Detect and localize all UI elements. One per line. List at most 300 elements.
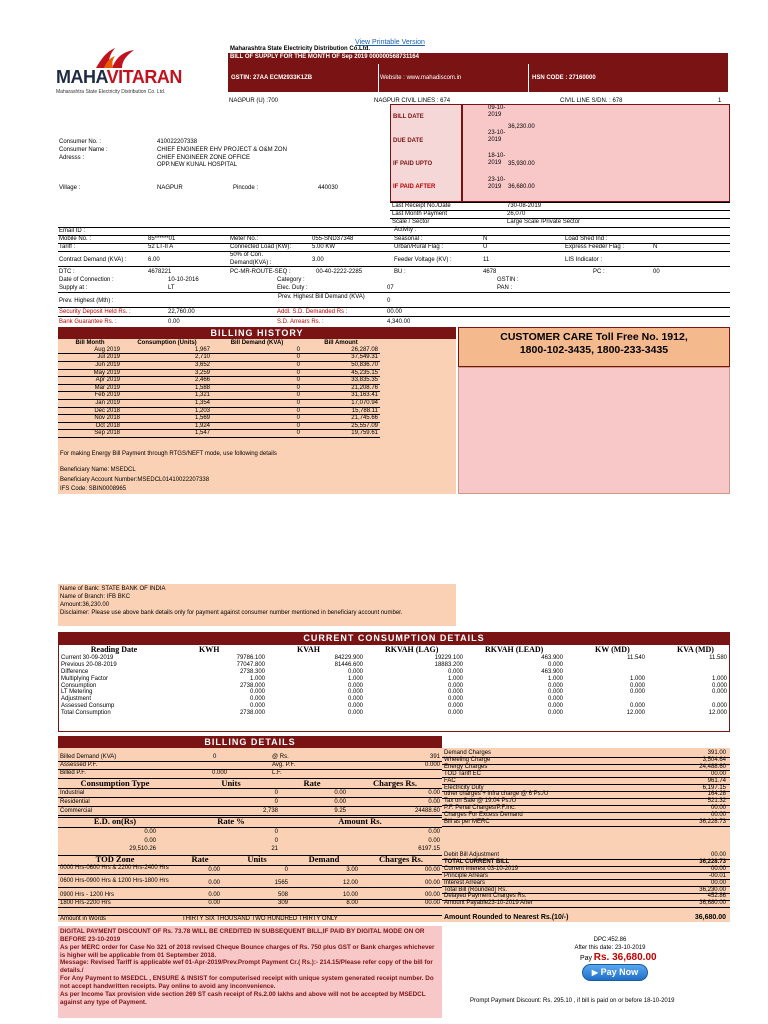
consumption-row: [59, 669, 729, 676]
billing-history-row: [58, 422, 380, 430]
tod-zone: 1800 Hrs-2200 Hrs: [60, 900, 111, 906]
seasonal-label: Seasonal :: [394, 236, 423, 242]
charge-label: Charges For Excess Demand: [444, 812, 523, 819]
billed-demand-amount: 391: [429, 754, 440, 760]
mobile-label: Mobile No. :: [59, 236, 92, 242]
tod-rate: 0.00: [208, 900, 220, 906]
ed-on: 0.00: [144, 837, 156, 844]
bh-units: 1,321: [122, 392, 212, 400]
tod-demand: 10.00: [342, 892, 358, 898]
cc-kw-md: 0.000: [629, 689, 645, 696]
billed-pf-label: Billed P.F.: [60, 770, 86, 776]
ed-header-on: E.D. on(Rs): [93, 816, 137, 826]
tod-header-demand: Demand: [308, 854, 340, 864]
consumption-row: [59, 655, 729, 662]
cc-label: Consumption: [61, 682, 97, 689]
charge-line: [442, 826, 730, 827]
last-payment-label: Last Month Payment: [392, 211, 448, 217]
charge-label: Delayed Payment Charges Rs.: [444, 893, 527, 900]
express-feeder: N: [653, 244, 658, 250]
customer-care: CUSTOMER CARE Toll Free No. 1912, 1800-102-3435, 1800-233-3435: [458, 327, 730, 367]
cc-kvah: 81446.600: [334, 661, 363, 668]
billing-history-row: [58, 347, 380, 354]
charge-value: 391.00: [707, 750, 726, 756]
charge-label: Interest Arrears: [444, 879, 486, 886]
bh-demand: 0: [212, 347, 302, 354]
cc-rkvah-lead: 0.000: [547, 682, 563, 689]
col-bill-demand: Bill Demand (KVA): [230, 340, 284, 347]
bh-amount: 19,759.61: [302, 430, 380, 438]
cc-kvah: 0.000: [347, 703, 363, 710]
cc-rkvah-lag: 0.000: [447, 710, 463, 717]
lf-label: L.F.: [272, 770, 282, 776]
bh-month: Mar 2019: [58, 384, 122, 392]
civil-line-sdn: CIVIL LINE S/DN. : 678: [560, 98, 623, 104]
website[interactable]: Website : www.mahadiscom.in: [380, 75, 462, 81]
paid-after-label: IF PAID AFTER: [393, 184, 436, 190]
bh-units: 1,588: [122, 384, 212, 392]
consumption-row: [59, 696, 729, 703]
cc-rkvah-lag: 18883.200: [434, 661, 463, 668]
bill-amount: 36,230.00: [508, 124, 535, 130]
bh-demand: 0: [212, 377, 302, 385]
charge-label: Principle Arrears: [444, 872, 489, 879]
charge-value: 36,228.73: [699, 819, 726, 825]
cc-rkvah-lead: 463.900: [541, 668, 563, 675]
meter-label: Meter No.:: [230, 236, 259, 242]
ct-units: 2,738: [262, 808, 278, 814]
rtgs-note: For making Energy Bill Payment through RTGS/NEFT mode, use following details: [60, 451, 277, 457]
bh-month: Dec 2018: [58, 407, 122, 415]
billed-demand-unit: @ Rs.: [272, 754, 289, 760]
elec-duty-label: Elec. Duty :: [277, 285, 308, 291]
billing-history-table: [58, 340, 380, 438]
logo: [56, 46, 196, 100]
assessed-pf-label: Assessed P.F.: [60, 762, 98, 768]
cc-kw-md: 1.000: [629, 675, 645, 682]
cc-kvah: 0.000: [347, 668, 363, 675]
billing-history-header: [58, 340, 380, 347]
cc-kva-md: 12.000: [708, 710, 727, 717]
bank-guarantee: 0.00: [168, 319, 180, 325]
charge-value: 36,230.00: [699, 886, 726, 893]
cc-kvah: 84229.900: [334, 654, 363, 661]
cc-kwh: 79786.100: [236, 654, 265, 661]
ct-type: Commercial: [60, 808, 93, 814]
ct-type: Industrial: [60, 790, 85, 796]
ed-on: 0.00: [144, 829, 156, 835]
cc-kw-md: [565, 696, 647, 703]
cc-rkvah-lead: 0.000: [547, 703, 563, 710]
billing-history-row: [58, 430, 380, 438]
bh-amount: 31,163.41: [302, 392, 380, 400]
urban-flag: U: [483, 244, 488, 250]
supply: LT: [168, 285, 175, 291]
urban-flag-label: Urban/Rural Flag :: [394, 244, 444, 250]
charge-value: 164.28: [707, 791, 726, 798]
company-name: Maharashtra State Electricity Distribution Co.Ltd.: [230, 46, 371, 52]
ed-header-amount: Amount Rs.: [338, 816, 382, 826]
doc-label: Date of Connection :: [59, 277, 114, 283]
charge-label: other charges + infra charge @ 6 Ps./U: [444, 791, 549, 798]
charge-label: Amount Payable23-10-2019 After: [444, 900, 533, 907]
scale: Large Scale /Private Sector: [507, 219, 581, 225]
ct-line: [58, 797, 442, 798]
bh-demand: 0: [212, 415, 302, 423]
mobile: 85******01: [148, 236, 176, 242]
cc-kvah: 1.000: [347, 675, 363, 682]
pincode-label: Pincode :: [233, 185, 259, 191]
col-kvah: KVAH: [297, 645, 320, 654]
tod-line: [58, 887, 442, 888]
cc-kvah: 0.000: [347, 682, 363, 689]
consumption-table: [59, 646, 729, 717]
feeder-voltage-label: Feeder Voltage (KV) :: [394, 257, 452, 263]
charge-value: 00.00: [710, 852, 726, 858]
tod-demand: 12.00: [342, 880, 358, 886]
paid-upto-date: 18-10-2019: [488, 153, 506, 166]
prev-high-bd: 0: [387, 298, 391, 304]
pay-label: Pay: [580, 955, 593, 962]
after-date: After this date: 23-10-2019: [574, 945, 646, 951]
ct-rate: 9.25: [334, 808, 346, 814]
bh-demand: 0: [212, 369, 302, 377]
tod-rate: 0.00: [208, 880, 220, 886]
cc-kva-md: 11.580: [709, 654, 727, 661]
cc-kwh: 1.000: [249, 675, 265, 682]
cc-rkvah-lead: 0.000: [547, 689, 563, 696]
supply-label: Supply at :: [59, 285, 88, 291]
tod-units: 309: [277, 900, 288, 906]
ct-header-type: Consumption Type: [80, 778, 150, 788]
charge-value: 00.00: [710, 770, 726, 777]
address-label: Adresss :: [59, 155, 85, 161]
cc-kva-md: 1.000: [711, 675, 727, 682]
rounded-label: Amount Rounded to Nearest Rs.(10/-): [444, 914, 569, 921]
cc-rkvah-lead: 463.900: [541, 654, 563, 661]
col-kwh: KWH: [199, 645, 220, 654]
paid-upto-amount: 35,930.00: [508, 161, 535, 167]
beneficiary-name: Beneficiary Name: MSEDCL: [60, 467, 136, 473]
cc-kva-md: [647, 669, 729, 676]
dtc: 4678221: [148, 269, 172, 275]
dtc-label: DTC :: [59, 269, 75, 275]
charge-value: 36,228.73: [699, 858, 726, 865]
bh-demand: 0: [212, 362, 302, 370]
cc-rkvah-lag: 0.000: [447, 682, 463, 689]
charge-value: 00.00: [710, 805, 726, 812]
tod-demand: 8.00: [346, 900, 358, 906]
tariff-label: Tariff :: [59, 244, 76, 250]
ct-units: 0: [274, 799, 278, 805]
tod-units: 0: [284, 867, 288, 873]
notice-tariff: Message: Revised Tariff is applicable wef 01-Apr-2019/Prev.Prompt Payment Cr.( Rs.):- 214.15/Please refer copy of the bill for details./: [60, 959, 433, 975]
billing-details-title: BILLING DETAILS: [58, 736, 442, 748]
billing-history-title: BILLING HISTORY: [58, 327, 456, 339]
notice-panel: [58, 926, 442, 1018]
contract-demand-label: Contract Demand (KVA) :: [59, 257, 127, 263]
ct-line: [58, 806, 442, 807]
ed-amount: 0.00: [428, 829, 440, 835]
sd-arrears-label: S.D. Arrears Rs. :: [277, 319, 324, 325]
charge-line: [442, 907, 730, 908]
col-bill-month: Bill Month: [75, 340, 105, 347]
address-line1: CHIEF ENGINEER ZONE OFFICE: [157, 155, 251, 161]
bh-month: Jun 2019: [58, 362, 122, 370]
charge-label: Debit Bill Adjustment: [444, 852, 500, 858]
consumption-row: [59, 682, 729, 689]
bh-units: 1,569: [122, 415, 212, 423]
pay-now-label: Pay Now: [600, 967, 639, 977]
village-label: Village :: [59, 185, 81, 191]
tod-header-zone: TOD Zone: [95, 854, 135, 864]
billing-history-row: [58, 354, 380, 362]
billing-history-row: [58, 384, 380, 392]
activity-label: Activity :: [394, 227, 417, 233]
amount-in-words-label: Amount in Words: [60, 916, 106, 922]
notice-receipt: For Any Payment to MSEDCL , ENSURE & INSIST for computerised receipt with unique system generated receipt number. Do not accept handwritten receipts. Pay online to avoid any inconvenience.: [60, 975, 434, 991]
col-rkvah-lag: RKVAH (LAG): [385, 645, 439, 654]
bh-units: 1,203: [122, 407, 212, 415]
cc-rkvah-lead: 0.000: [547, 710, 563, 717]
billing-history-row: [58, 377, 380, 385]
cc-rkvah-lag: 1.000: [447, 675, 463, 682]
bh-amount: 25,557.09: [302, 422, 380, 430]
charge-label: Electricity Duty: [444, 784, 484, 791]
cc-rkvah-lead: 1.000: [547, 675, 563, 682]
tod-line: [58, 907, 442, 908]
cc-label: Total Consumption: [61, 710, 111, 717]
tod-header-charges: Charges Rs.: [379, 854, 423, 864]
tod-line: [58, 874, 442, 875]
ed-rate: 0: [274, 837, 278, 844]
consumption-row: [59, 703, 729, 710]
cc-label: LT Metering: [61, 689, 93, 696]
logo-maha: MAHA: [56, 67, 107, 87]
consumer-no-label: Consumer No. :: [59, 139, 102, 145]
cc-kwh: 0.000: [249, 689, 265, 696]
pay-now-button[interactable]: [582, 964, 648, 981]
gstin-bar: [228, 64, 728, 92]
bh-demand: 0: [212, 407, 302, 415]
addl-sd-label: Addl. S.D. Demanded Rs :: [277, 309, 348, 315]
email-label: Email ID :: [59, 228, 86, 234]
scale-label: Scale / Sector: [392, 219, 430, 225]
seasonal: N: [483, 236, 488, 242]
cc-rkvah-lag: 19229.100: [434, 654, 463, 661]
sd-arrears: 4,340.00: [387, 319, 411, 325]
tod-units: 508: [277, 892, 288, 898]
pc-label: PC :: [593, 269, 605, 275]
bh-amount: 50,836.70: [302, 362, 380, 370]
category-label: Category :: [277, 277, 305, 283]
tod-demand: 3.00: [346, 867, 358, 873]
billing-history-row: [58, 369, 380, 377]
col-kva-md: KVA (MD): [677, 645, 714, 654]
address-line2: OPP.NEW KUNAL HOSPITAL: [157, 162, 237, 168]
charge-label: Tax on Sale @ 19.04 Ps./U: [444, 798, 517, 805]
connected-load-label: Connected Load (KW):: [230, 244, 292, 250]
ed-rate: 21: [271, 846, 278, 852]
hsn-code: HSN CODE : 27160000: [532, 75, 596, 81]
charge-value: 24,488.60: [699, 763, 726, 770]
prev-high-bd-label: Prev. Highest Bill Demand (KVA): [278, 294, 365, 300]
tod-units: 1565: [274, 880, 288, 886]
col-kw-md: KW (MD): [595, 645, 630, 654]
charge-label: TOD Tariff EC: [444, 770, 482, 777]
ifs-code: IFS Code: SBIN0008965: [60, 486, 127, 492]
cc-kw-md: 0.000: [629, 703, 645, 710]
feeder-voltage: 11: [483, 257, 490, 263]
printable-link[interactable]: View Printable Version: [355, 39, 425, 46]
notice-digital: DIGITAL PAYMENT DISCOUNT OF Rs. 73.78 WILL BE CREDITED IN SUBSEQUENT BILL,IF PAID BY DIGITAL MODE ON OR BEFORE 23-10-2019: [60, 928, 425, 943]
cc-kwh: 77047.800: [236, 661, 265, 668]
bh-amount: 21,745.66: [302, 415, 380, 423]
tod-rate: 0.00: [208, 892, 220, 898]
tod-charges: 00.00: [424, 900, 440, 906]
charge-value: 521.32: [707, 798, 726, 805]
bh-units: 2,466: [122, 377, 212, 385]
last-payment: 26,070: [507, 211, 526, 217]
cc-kvah: 0.000: [347, 696, 363, 703]
due-date: 23-10-2019: [488, 130, 506, 143]
bh-demand: 0: [212, 400, 302, 408]
fifty-percent-label: 50% of Con. Demand(KVA) :: [230, 252, 272, 266]
charge-label: Wheeling Charge: [444, 756, 491, 763]
sd-held-label: Security Deposit Held Rs. :: [59, 309, 131, 315]
sd-held: 22,760.00: [168, 309, 195, 315]
last-receipt: 730-08-2019: [507, 203, 542, 209]
bh-month: May 2019: [58, 369, 122, 377]
pay-amount: Rs. 36,680.00: [593, 952, 657, 963]
ed-rate: 0: [274, 829, 278, 835]
page-number: 1: [718, 98, 722, 104]
cc-kwh: 2738.300: [239, 668, 265, 675]
tod-rate: 0.00: [208, 867, 220, 873]
charge-label: Current Interest 03-10-2019: [444, 865, 519, 872]
billed-demand-label: Billed Demand (KVA): [60, 754, 117, 760]
charge-label: Energy Charges: [444, 763, 488, 770]
disclaimer: Disclaimer: Please use above bank details only for payment against consumer number mentioned in beneficiary account number.: [60, 610, 403, 616]
bank-branch: Name of Branch: IFB BKC: [60, 594, 131, 600]
cc-rkvah-lead: 0.000: [547, 696, 563, 703]
ct-header-charges: Charges Rs.: [373, 778, 417, 788]
ct-type: Residential: [60, 799, 90, 805]
bh-month: Jul 2019: [58, 354, 122, 362]
paid-after-date: 23-10-2019: [488, 177, 506, 190]
tod-charges: 00.00: [424, 867, 440, 873]
charge-value: 3,504.64: [702, 756, 726, 763]
charge-value: 00.00: [710, 865, 726, 872]
cc-kvah: 0.000: [347, 689, 363, 696]
billing-history-row: [58, 415, 380, 423]
cc-rkvah-lead: 0.000: [547, 661, 563, 668]
bh-demand: 0: [212, 430, 302, 438]
consumer-name: CHIEF ENGINEER EHV PROJECT & O&M ZON: [157, 147, 287, 153]
bank-details-panel: [58, 584, 456, 626]
cc-kwh: 0.000: [249, 696, 265, 703]
pc: 00: [653, 269, 660, 275]
consumer-name-label: Consumer Name :: [59, 147, 108, 153]
pay-now-icon: ▶: [591, 968, 599, 977]
pincode: 440030: [318, 185, 339, 191]
cc-label: Assessed Consump: [61, 703, 115, 710]
bh-amount: 17,070.94: [302, 400, 380, 408]
bh-amount: 37,549.31: [302, 354, 380, 362]
bh-units: 1,967: [122, 347, 212, 354]
col-bill-amount: Bill Amount: [324, 340, 358, 347]
tariff: 52 LT-II A: [148, 244, 174, 250]
beneficiary-account: Beneficiary Account Number:MSEDCL01410022207338: [60, 477, 210, 483]
cc-kw-md: 0.000: [629, 682, 645, 689]
meter: 055-SND37348: [312, 236, 354, 242]
bh-month: Oct 2018: [58, 422, 122, 430]
cc-rkvah-lag: 0.000: [447, 668, 463, 675]
charge-value: 961.74: [707, 777, 726, 784]
charge-value: 452.86: [707, 893, 726, 900]
billing-history-row: [58, 400, 380, 408]
cc-label: Adjustment: [61, 696, 92, 703]
col-consumption: Consumption (Units): [137, 340, 197, 347]
billing-history-row: [58, 407, 380, 415]
bh-month: Apr 2019: [58, 377, 122, 385]
cc-kwh: 2738.000: [239, 682, 265, 689]
cc-kva-md: [647, 662, 729, 669]
bill-title-bar: [228, 53, 728, 64]
route: 00-40-2222-2285: [316, 269, 363, 275]
cc-rkvah-lag: 0.000: [447, 689, 463, 696]
ct-rate: 0.00: [334, 790, 346, 796]
rounded-amount: 36,680.00: [694, 914, 726, 921]
consumption-row: [59, 689, 729, 696]
lis-label: LIS Indicator :: [565, 257, 603, 263]
charge-value: 00.00: [710, 879, 726, 886]
cc-label: Difference: [61, 668, 89, 675]
gstin: GSTIN: 27AA ECM2933K1ZB: [231, 75, 313, 81]
consumption-row: [59, 675, 729, 682]
gstin-label: GSTIN :: [497, 277, 519, 283]
prev-high-label: Prev. Highest (Mth) :: [59, 298, 114, 304]
cc-kw-md: 11.540: [627, 654, 645, 661]
cc-kw-md: 12.000: [626, 710, 645, 717]
tod-zone: 0900 Hrs - 1200 Hrs: [60, 892, 115, 898]
consumption-row: [59, 662, 729, 669]
charge-label: Total Bill (Rounded) Rs.: [444, 886, 508, 893]
cc-label: Current 30-09-2019: [61, 654, 114, 661]
cc-label: Previous 20-08-2019: [61, 661, 117, 668]
contract-demand: 6.00: [148, 257, 160, 263]
tod-charges: 00.00: [424, 892, 440, 898]
logo-vitaran: VITARAN: [106, 67, 182, 87]
consumer-no: 410022207338: [157, 139, 198, 145]
bh-amount: 15,788.11: [302, 407, 380, 415]
cc-kva-md: 0.000: [711, 682, 727, 689]
doc: 10-10-2016: [168, 277, 199, 283]
ed-header-rate: Rate %: [217, 816, 245, 826]
cc-kwh: 0.000: [249, 703, 265, 710]
bu-label: BU :: [394, 269, 406, 275]
bh-demand: 0: [212, 354, 302, 362]
bh-amount: 45,235.15: [302, 369, 380, 377]
ed-amount: 0.00: [428, 837, 440, 844]
load-shed-label: Load Shed Ind :: [565, 236, 608, 242]
cc-kva-md: 0.000: [711, 689, 727, 696]
bank-amount: Amount:36,230.00: [60, 602, 110, 608]
tod-zone: 0600 Hrs-0900 Hrs & 1200 Hrs-1800 Hrs: [60, 878, 169, 884]
bill-title: BILL OF SUPPLY FOR THE MONTH OF Sep 2019 000000568731164: [230, 54, 419, 60]
bh-month: Feb 2019: [58, 392, 122, 400]
bh-demand: 0: [212, 392, 302, 400]
